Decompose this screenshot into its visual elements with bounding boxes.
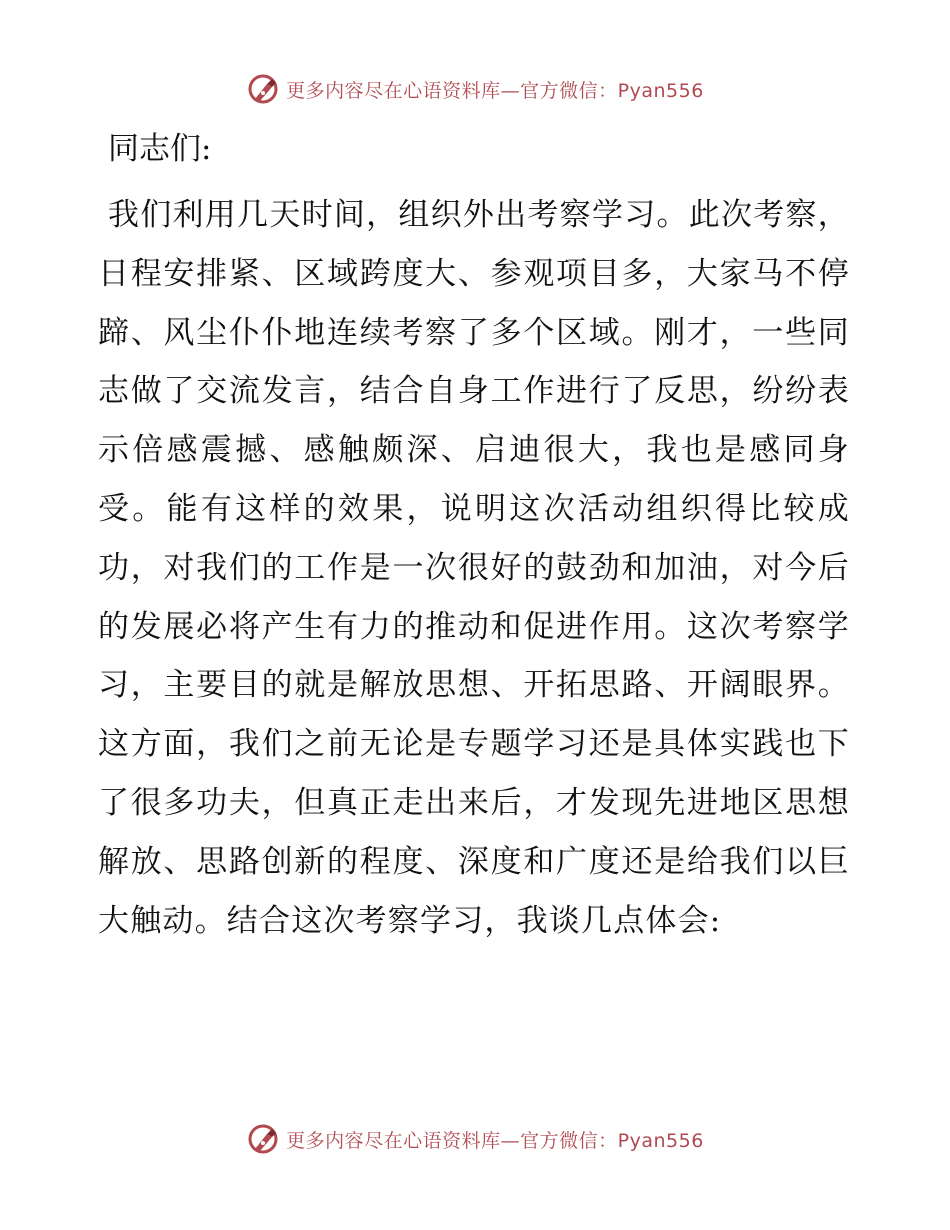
- header-watermark: [0, 72, 950, 106]
- watermark-text: 更多内容尽在心语资料库—官方微信：Pyan556: [286, 79, 704, 102]
- pen-nib-circle-icon: [246, 72, 280, 106]
- footer-watermark: [0, 1122, 950, 1156]
- body-paragraph: 我们利用几天时间，组织外出考察学习。此次考察，日程安排紧、区域跨度大、参观项目多，大家马不停蹄、风尘仆仆地连续考察了多个区域。刚才，一些同志做了交流发言，结合自身工作进行了反思，纷纷表示倍感震撼、感触颇深、启迪很大，我也是感同身受。能有这样的效果，说明这次活动组织得比较成功，对我们的工作是一次很好的鼓劲和加油，对今后的发展必将产生有力的推动和促进作用。这次考察学习，主要目的就是解放思想、开拓思路、开阔眼界。这方面，我们之前无论是专题学习还是具体实践也下了很多功夫，但真正走出来后，才发现先进地区思想解放、思路创新的程度、深度和广度还是给我们以巨大触动。结合这次考察学习，我谈几点体会:: [98, 197, 850, 939]
- watermark-text: 更多内容尽在心语资料库—官方微信：Pyan556: [286, 1129, 704, 1152]
- document-body: [98, 120, 850, 950]
- pen-nib-circle-icon: [246, 1122, 280, 1156]
- salutation: 同志们:: [108, 131, 212, 167]
